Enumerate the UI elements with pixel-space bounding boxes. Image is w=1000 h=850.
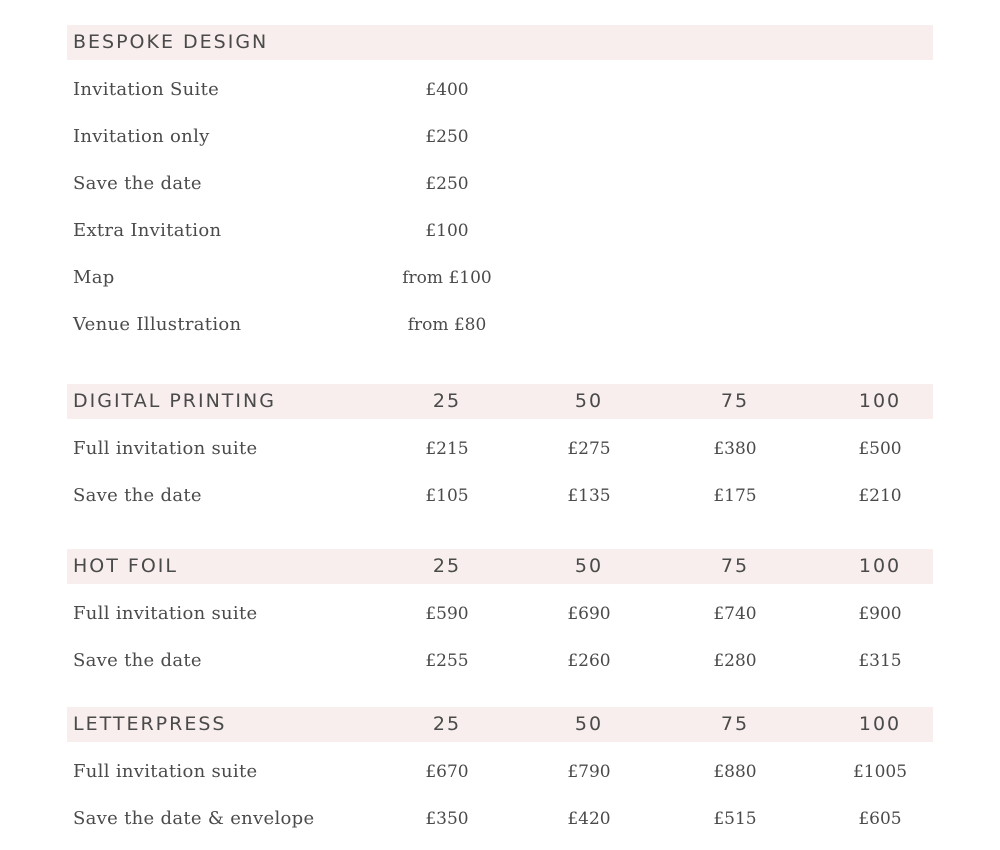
- price-cell: £380: [713, 439, 757, 459]
- section-title: HOT FOIL: [73, 555, 178, 577]
- price-cell: £500: [858, 439, 902, 459]
- digital-printing-header: [67, 384, 933, 419]
- price-cell: £135: [567, 486, 611, 506]
- price-cell: £100: [425, 221, 469, 241]
- row-label: Save the date: [73, 485, 202, 506]
- price-cell: £1005: [852, 762, 908, 782]
- price-cell: £400: [425, 80, 469, 100]
- quantity-header: 50: [574, 713, 604, 735]
- price-cell: from £100: [402, 268, 492, 288]
- row-label: Invitation Suite: [73, 79, 220, 100]
- price-cell: £605: [858, 809, 902, 829]
- table-row: [67, 107, 933, 154]
- price-cell: £210: [858, 486, 902, 506]
- row-label: Save the date: [73, 650, 202, 671]
- quantity-header: 100: [858, 390, 902, 412]
- price-cell: £420: [567, 809, 611, 829]
- row-label: Full invitation suite: [73, 603, 258, 624]
- hot-foil-header: [67, 549, 933, 584]
- section-title: LETTERPRESS: [73, 713, 227, 735]
- table-row: [67, 60, 933, 107]
- row-label: Save the date & envelope: [73, 808, 315, 829]
- price-cell: £690: [567, 604, 611, 624]
- quantity-header: 25: [432, 713, 462, 735]
- price-cell: £175: [713, 486, 757, 506]
- row-label: Map: [73, 267, 115, 288]
- price-cell: from £80: [407, 315, 487, 335]
- bespoke-design-section: [67, 25, 933, 342]
- price-cell: £590: [425, 604, 469, 624]
- row-label: Full invitation suite: [73, 438, 258, 459]
- quantity-header: 75: [720, 390, 750, 412]
- table-row: [67, 419, 933, 466]
- row-label: Invitation only: [73, 126, 210, 147]
- price-cell: £670: [425, 762, 469, 782]
- quantity-header: 25: [432, 555, 462, 577]
- letterpress-section: [67, 707, 933, 836]
- table-row: [67, 295, 933, 342]
- table-row: [67, 466, 933, 513]
- digital-printing-section: [67, 384, 933, 513]
- quantity-header: 25: [432, 390, 462, 412]
- quantity-header: 75: [720, 555, 750, 577]
- quantity-header: 100: [858, 555, 902, 577]
- quantity-header: 50: [574, 555, 604, 577]
- table-row: [67, 584, 933, 631]
- price-cell: £105: [425, 486, 469, 506]
- price-cell: £880: [713, 762, 757, 782]
- row-label: Save the date: [73, 173, 202, 194]
- row-label: Venue Illustration: [73, 314, 242, 335]
- price-cell: £280: [713, 651, 757, 671]
- price-cell: £260: [567, 651, 611, 671]
- quantity-header: 100: [858, 713, 902, 735]
- bespoke-design-header: [67, 25, 933, 60]
- row-label: Full invitation suite: [73, 761, 258, 782]
- table-row: [67, 248, 933, 295]
- price-cell: £315: [858, 651, 902, 671]
- table-row: [67, 631, 933, 678]
- section-title: DIGITAL PRINTING: [73, 390, 276, 412]
- price-cell: £250: [425, 127, 469, 147]
- section-title: BESPOKE DESIGN: [73, 31, 269, 53]
- quantity-header: 50: [574, 390, 604, 412]
- price-cell: £255: [425, 651, 469, 671]
- price-cell: £250: [425, 174, 469, 194]
- table-row: [67, 789, 933, 836]
- table-row: [67, 154, 933, 201]
- table-row: [67, 201, 933, 248]
- price-cell: £350: [425, 809, 469, 829]
- price-cell: £740: [713, 604, 757, 624]
- hot-foil-section: [67, 549, 933, 678]
- price-cell: £790: [567, 762, 611, 782]
- quantity-header: 75: [720, 713, 750, 735]
- price-cell: £275: [567, 439, 611, 459]
- price-cell: £900: [858, 604, 902, 624]
- letterpress-header: [67, 707, 933, 742]
- price-cell: £215: [425, 439, 469, 459]
- row-label: Extra Invitation: [73, 220, 222, 241]
- price-cell: £515: [713, 809, 757, 829]
- table-row: [67, 742, 933, 789]
